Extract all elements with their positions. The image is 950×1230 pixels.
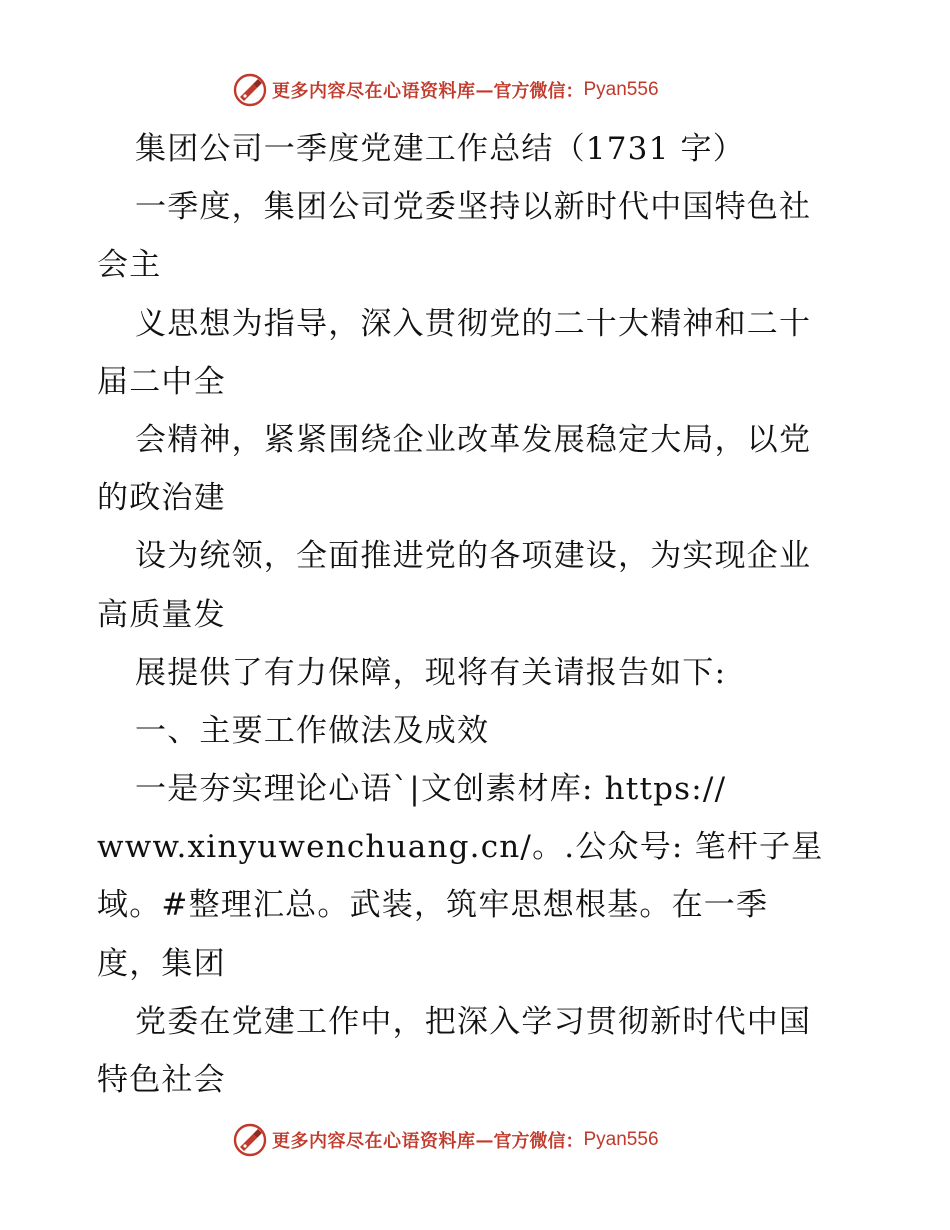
banner-wechat-id: Pyan556 [583, 1129, 659, 1150]
text-line: 一季度，集团公司党委坚持以新时代中国特色社 [135, 189, 812, 226]
text-line: 高质量发 [97, 596, 226, 633]
section-heading: 一、主要工作做法及成效 [135, 712, 490, 749]
document-body [97, 120, 857, 1109]
banner-dash: — [475, 79, 494, 101]
document-title: 集团公司一季度党建工作总结（1731 字） [135, 131, 745, 167]
text-line: 一是夯实理论心语`|文创素材库: https:// [135, 771, 727, 808]
text-line: 会主 [97, 247, 162, 284]
banner-text: 更多内容尽在心语资料库 [272, 81, 476, 102]
text-line: 特色社会 [97, 1062, 226, 1098]
text-line: 展提供了有力保障，现将有关请报告如下: [135, 654, 727, 691]
banner-wechat-id: Pyan556 [583, 79, 659, 100]
banner-dash: — [475, 1129, 494, 1151]
banner-text: 更多内容尽在心语资料库 [272, 1131, 476, 1152]
pen-logo-icon [232, 1122, 268, 1158]
text-line: 义思想为指导，深入贯彻党的二十大精神和二十 [135, 305, 812, 342]
text-line: 域。#整理汇总。武装，筑牢思想根基。在一季 [97, 887, 769, 924]
text-line: www.xinyuwenchuang.cn/。.公众号: 笔杆子星 [97, 829, 824, 866]
text-line: 设为统领，全面推进党的各项建设，为实现企业 [135, 538, 812, 575]
banner-official-label: 官方微信： [493, 81, 584, 102]
text-line: 会精神，紧紧围绕企业改革发展稳定大局，以党 [135, 421, 812, 458]
header-banner [232, 70, 659, 110]
banner-official-label: 官方微信： [493, 1131, 584, 1152]
text-line: 届二中全 [97, 363, 226, 400]
pen-logo-icon [232, 72, 268, 108]
text-line: 度，集团 [97, 945, 226, 982]
text-line: 的政治建 [97, 480, 226, 517]
footer-banner [232, 1120, 659, 1160]
text-line: 党委在党建工作中，把深入学习贯彻新时代中国 [135, 1003, 812, 1040]
